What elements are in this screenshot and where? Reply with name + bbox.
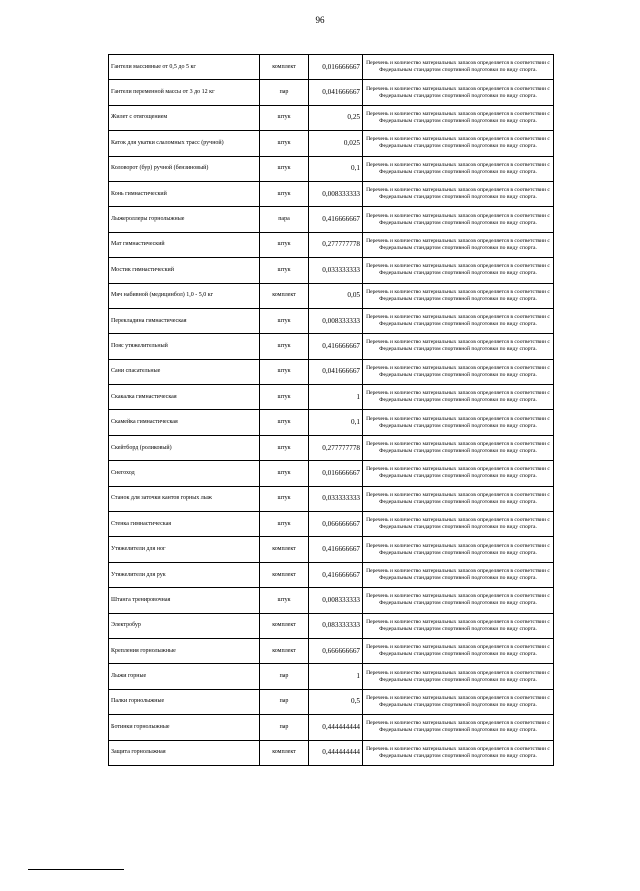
item-name-cell: Утяжелители для рук [109, 562, 260, 587]
unit-cell: штук [260, 308, 309, 333]
table-row [109, 588, 554, 613]
unit-cell: пар [260, 664, 309, 689]
item-name-cell: Палки горнолыжные [109, 689, 260, 714]
item-name-cell: Лыжи горные [109, 664, 260, 689]
unit-cell: комплект [260, 562, 309, 587]
item-name-cell: Электробур [109, 613, 260, 638]
unit-cell: штук [260, 156, 309, 181]
unit-cell: комплект [260, 537, 309, 562]
quantity-cell: 0,016666667 [309, 461, 363, 486]
unit-cell: пара [260, 207, 309, 232]
table-row [109, 461, 554, 486]
unit-cell: комплект [260, 283, 309, 308]
quantity-cell: 0,008333333 [309, 308, 363, 333]
unit-cell: штук [260, 105, 309, 130]
unit-cell: пар [260, 689, 309, 714]
quantity-cell: 0,666666667 [309, 638, 363, 663]
table-row [109, 207, 554, 232]
item-name-cell: Скакалка гимнастическая [109, 385, 260, 410]
quantity-cell: 0,416666667 [309, 207, 363, 232]
item-name-cell: Крепления горнолыжные [109, 638, 260, 663]
footnote-rule [28, 869, 124, 870]
table-row [109, 740, 554, 765]
table-row [109, 258, 554, 283]
unit-cell: штук [260, 334, 309, 359]
unit-cell: штук [260, 588, 309, 613]
item-name-cell: Коловорот (бур) ручной (бензиновый) [109, 156, 260, 181]
item-name-cell: Скейтборд (роликовый) [109, 435, 260, 460]
item-name-cell: Каток для укатки слаломных трасс (ручной) [109, 131, 260, 156]
quantity-cell: 0,008333333 [309, 588, 363, 613]
item-name-cell: Скамейка гимнастическая [109, 410, 260, 435]
table-row [109, 613, 554, 638]
note-cell: Перечень и количество материальных запасов определяется в соответствии с Федеральным стандартом спортивной подготовки по виду спорта. [363, 410, 554, 435]
quantity-cell: 0,1 [309, 156, 363, 181]
note-cell: Перечень и количество материальных запасов определяется в соответствии с Федеральным стандартом спортивной подготовки по виду спорта. [363, 258, 554, 283]
unit-cell: комплект [260, 638, 309, 663]
note-cell: Перечень и количество материальных запасов определяется в соответствии с Федеральным стандартом спортивной подготовки по виду спорта. [363, 308, 554, 333]
item-name-cell: Конь гимнастический [109, 181, 260, 206]
table-row [109, 664, 554, 689]
unit-cell: комплект [260, 613, 309, 638]
note-cell: Перечень и количество материальных запасов определяется в соответствии с Федеральным стандартом спортивной подготовки по виду спорта. [363, 537, 554, 562]
note-cell: Перечень и количество материальных запасов определяется в соответствии с Федеральным стандартом спортивной подготовки по виду спорта. [363, 664, 554, 689]
table-row [109, 638, 554, 663]
table-row [109, 334, 554, 359]
item-name-cell: Лыжероллеры горнолыжные [109, 207, 260, 232]
note-cell: Перечень и количество материальных запасов определяется в соответствии с Федеральным стандартом спортивной подготовки по виду спорта. [363, 562, 554, 587]
unit-cell: пар [260, 80, 309, 105]
unit-cell: штук [260, 512, 309, 537]
note-cell: Перечень и количество материальных запасов определяется в соответствии с Федеральным стандартом спортивной подготовки по виду спорта. [363, 689, 554, 714]
unit-cell: штук [260, 410, 309, 435]
unit-cell: комплект [260, 55, 309, 80]
table-row [109, 410, 554, 435]
table-row [109, 55, 554, 80]
quantity-cell: 1 [309, 385, 363, 410]
quantity-cell: 0,05 [309, 283, 363, 308]
note-cell: Перечень и количество материальных запасов определяется в соответствии с Федеральным стандартом спортивной подготовки по виду спорта. [363, 461, 554, 486]
item-name-cell: Утяжелители для ног [109, 537, 260, 562]
note-cell: Перечень и количество материальных запасов определяется в соответствии с Федеральным стандартом спортивной подготовки по виду спорта. [363, 232, 554, 257]
item-name-cell: Штанга тренировочная [109, 588, 260, 613]
table-row [109, 131, 554, 156]
table-row [109, 156, 554, 181]
item-name-cell: Перекладина гимнастическая [109, 308, 260, 333]
table-row [109, 689, 554, 714]
quantity-cell: 0,041666667 [309, 359, 363, 384]
table-body [109, 55, 554, 766]
table-row [109, 562, 554, 587]
table-row [109, 181, 554, 206]
item-name-cell: Мат гимнастический [109, 232, 260, 257]
item-name-cell: Станок для заточки кантов горных лыж [109, 486, 260, 511]
item-name-cell: Мяч набивной (медицинбол) 1,0 - 5,0 кг [109, 283, 260, 308]
note-cell: Перечень и количество материальных запасов определяется в соответствии с Федеральным стандартом спортивной подготовки по виду спорта. [363, 512, 554, 537]
note-cell: Перечень и количество материальных запасов определяется в соответствии с Федеральным стандартом спортивной подготовки по виду спорта. [363, 80, 554, 105]
item-name-cell: Жилет с отягощением [109, 105, 260, 130]
quantity-cell: 0,016666667 [309, 55, 363, 80]
quantity-cell: 0,066666667 [309, 512, 363, 537]
note-cell: Перечень и количество материальных запасов определяется в соответствии с Федеральным стандартом спортивной подготовки по виду спорта. [363, 156, 554, 181]
unit-cell: штук [260, 486, 309, 511]
table-row [109, 512, 554, 537]
quantity-cell: 0,025 [309, 131, 363, 156]
note-cell: Перечень и количество материальных запасов определяется в соответствии с Федеральным стандартом спортивной подготовки по виду спорта. [363, 435, 554, 460]
unit-cell: штук [260, 385, 309, 410]
note-cell: Перечень и количество материальных запасов определяется в соответствии с Федеральным стандартом спортивной подготовки по виду спорта. [363, 131, 554, 156]
note-cell: Перечень и количество материальных запасов определяется в соответствии с Федеральным стандартом спортивной подготовки по виду спорта. [363, 613, 554, 638]
note-cell: Перечень и количество материальных запасов определяется в соответствии с Федеральным стандартом спортивной подготовки по виду спорта. [363, 181, 554, 206]
table-row [109, 385, 554, 410]
quantity-cell: 0,444444444 [309, 715, 363, 740]
quantity-cell: 0,5 [309, 689, 363, 714]
quantity-cell: 0,416666667 [309, 537, 363, 562]
item-name-cell: Гантели переменной массы от 3 до 12 кг [109, 80, 260, 105]
unit-cell: штук [260, 131, 309, 156]
item-name-cell: Снегоход [109, 461, 260, 486]
table-row [109, 232, 554, 257]
unit-cell: комплект [260, 740, 309, 765]
quantity-cell: 0,25 [309, 105, 363, 130]
note-cell: Перечень и количество материальных запасов определяется в соответствии с Федеральным стандартом спортивной подготовки по виду спорта. [363, 385, 554, 410]
table-row [109, 359, 554, 384]
item-name-cell: Сани спасательные [109, 359, 260, 384]
quantity-cell: 0,041666667 [309, 80, 363, 105]
quantity-cell: 0,033333333 [309, 486, 363, 511]
page-number: 96 [315, 15, 325, 25]
table-row [109, 80, 554, 105]
quantity-cell: 0,277777778 [309, 435, 363, 460]
equipment-table [108, 54, 554, 766]
quantity-cell: 0,444444444 [309, 740, 363, 765]
quantity-cell: 0,1 [309, 410, 363, 435]
note-cell: Перечень и количество материальных запасов определяется в соответствии с Федеральным стандартом спортивной подготовки по виду спорта. [363, 638, 554, 663]
unit-cell: штук [260, 258, 309, 283]
note-cell: Перечень и количество материальных запасов определяется в соответствии с Федеральным стандартом спортивной подготовки по виду спорта. [363, 715, 554, 740]
note-cell: Перечень и количество материальных запасов определяется в соответствии с Федеральным стандартом спортивной подготовки по виду спорта. [363, 105, 554, 130]
note-cell: Перечень и количество материальных запасов определяется в соответствии с Федеральным стандартом спортивной подготовки по виду спорта. [363, 486, 554, 511]
quantity-cell: 0,416666667 [309, 562, 363, 587]
unit-cell: пар [260, 715, 309, 740]
quantity-cell: 0,033333333 [309, 258, 363, 283]
quantity-cell: 0,008333333 [309, 181, 363, 206]
table-row [109, 105, 554, 130]
note-cell: Перечень и количество материальных запасов определяется в соответствии с Федеральным стандартом спортивной подготовки по виду спорта. [363, 740, 554, 765]
unit-cell: штук [260, 461, 309, 486]
note-cell: Перечень и количество материальных запасов определяется в соответствии с Федеральным стандартом спортивной подготовки по виду спорта. [363, 55, 554, 80]
item-name-cell: Мостик гимнастический [109, 258, 260, 283]
table-row [109, 435, 554, 460]
note-cell: Перечень и количество материальных запасов определяется в соответствии с Федеральным стандартом спортивной подготовки по виду спорта. [363, 207, 554, 232]
unit-cell: штук [260, 232, 309, 257]
table-row [109, 308, 554, 333]
item-name-cell: Защита горнолыжная [109, 740, 260, 765]
unit-cell: штук [260, 181, 309, 206]
quantity-cell: 0,416666667 [309, 334, 363, 359]
table-row [109, 283, 554, 308]
item-name-cell: Пояс утяжелительный [109, 334, 260, 359]
table-row [109, 715, 554, 740]
item-name-cell: Ботинки горнолыжные [109, 715, 260, 740]
note-cell: Перечень и количество материальных запасов определяется в соответствии с Федеральным стандартом спортивной подготовки по виду спорта. [363, 359, 554, 384]
note-cell: Перечень и количество материальных запасов определяется в соответствии с Федеральным стандартом спортивной подготовки по виду спорта. [363, 588, 554, 613]
quantity-cell: 1 [309, 664, 363, 689]
table-row [109, 486, 554, 511]
quantity-cell: 0,277777778 [309, 232, 363, 257]
unit-cell: штук [260, 359, 309, 384]
table-row [109, 537, 554, 562]
note-cell: Перечень и количество материальных запасов определяется в соответствии с Федеральным стандартом спортивной подготовки по виду спорта. [363, 334, 554, 359]
quantity-cell: 0,083333333 [309, 613, 363, 638]
unit-cell: штук [260, 435, 309, 460]
item-name-cell: Стенка гимнастическая [109, 512, 260, 537]
item-name-cell: Гантели массивные от 0,5 до 5 кг [109, 55, 260, 80]
note-cell: Перечень и количество материальных запасов определяется в соответствии с Федеральным стандартом спортивной подготовки по виду спорта. [363, 283, 554, 308]
